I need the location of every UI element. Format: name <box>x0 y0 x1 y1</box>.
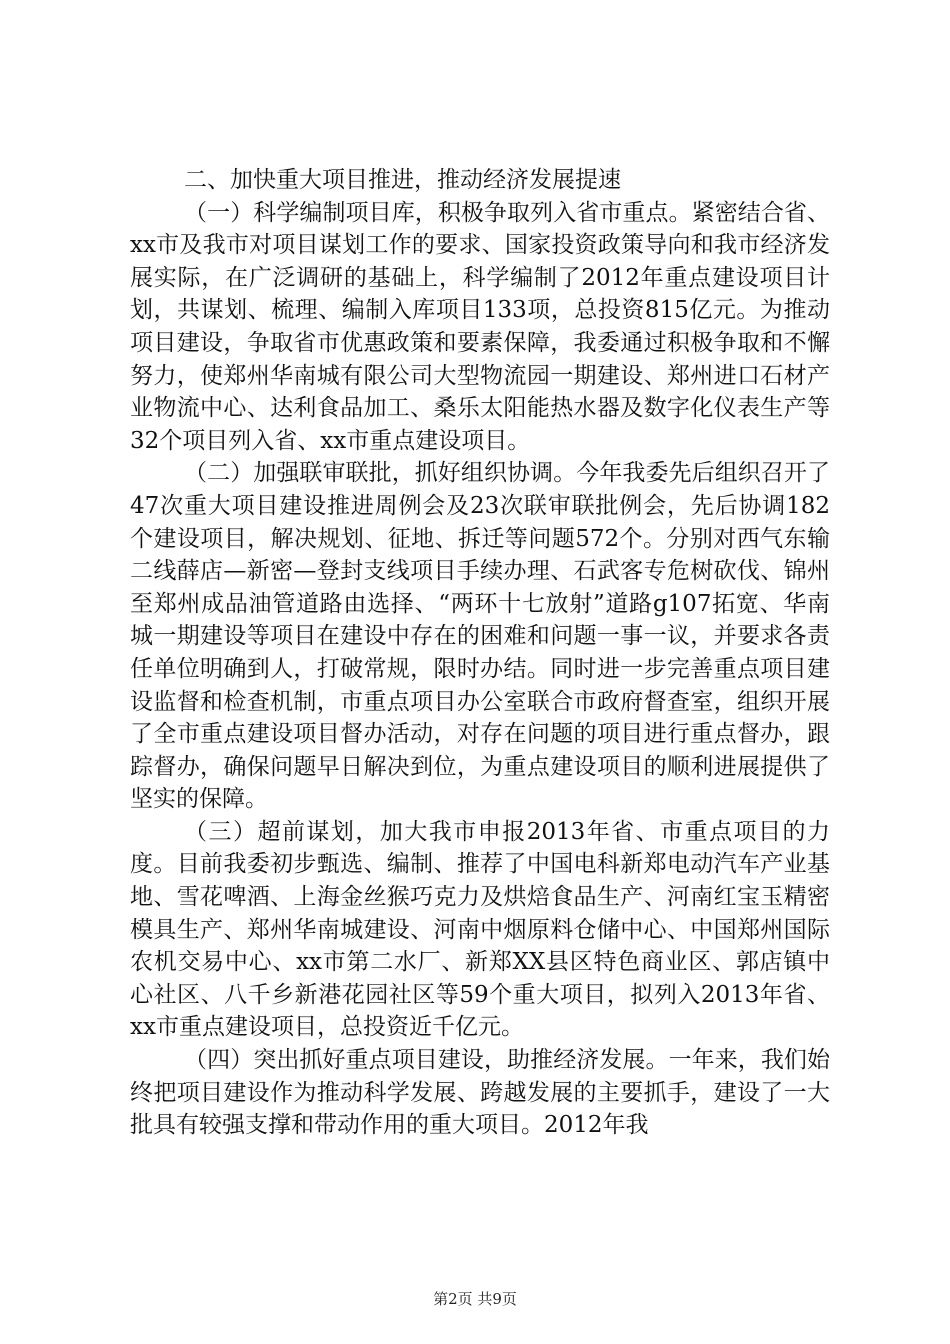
paragraph-4: （四）突出抓好重点项目建设，助推经济发展。一年来，我们始终把项目建设作为推动科学发展、跨越发展的主要抓手，建设了一大批具有较强支撑和带动作用的重大项目。2012年我 <box>130 1047 830 1139</box>
page-footer: 第2页 共9页 <box>433 1290 517 1308</box>
paragraph-1: （一）科学编制项目库，积极争取列入省市重点。紧密结合省、xx市及我市对项目谋划工作的要求、国家投资政策导向和我市经济发展实际，在广泛调研的基础上，科学编制了2012年重点建设项目计划，共谋划、梳理、编制入库项目133项，总投资815亿元。为推动项目建设，争取省市优惠政策和要素保障，我委通过积极争取和不懈努力，使郑州华南城有限公司大型物流园一期建设、郑州进口石材产业物流中心、达利食品加工、桑乐太阳能热水器及数字化仪表生产等32个项目列入省、xx市重点建设项目。 <box>130 199 830 454</box>
document-body <box>130 164 830 1142</box>
section-heading: 二、加快重大项目推进，推动经济发展提速 <box>184 167 622 193</box>
paragraph-2: （二）加强联审联批，抓好组织协调。今年我委先后组织召开了47次重大项目建设推进周例会及23次联审联批例会，先后协调182个建设项目，解决规划、征地、拆迁等问题572个。分别对西气东输二线薛店—新密—登封支线项目手续办理、石武客专危树砍伐、锦州至郑州成品油管道路由选择、“两环十七放射”道路g107拓宽、华南城一期建设等项目在建设中存在的困难和问题一事一议，并要求各责任单位明确到人，打破常规，限时办结。同时进一步完善重点项目建设监督和检查机制，市重点项目办公室联合市政府督查室，组织开展了全市重点建设项目督办活动，对存在问题的项目进行重点督办，跟踪督办，确保问题早日解决到位，为重点建设项目的顺利进展提供了坚实的保障。 <box>130 460 830 813</box>
paragraph-3: （三）超前谋划，加大我市申报2013年省、市重点项目的力度。目前我委初步甄选、编制、推荐了中国电科新郑电动汽车产业基地、雪花啤酒、上海金丝猴巧克力及烘焙食品生产、河南红宝玉精密模具生产、郑州华南城建设、河南中烟原料仓储中心、中国郑州国际农机交易中心、xx市第二水厂、新郑XX县区特色商业区、郭店镇中心社区、八千乡新港花园社区等59个重大项目，拟列入2013年省、xx市重点建设项目，总投资近千亿元。 <box>130 818 830 1041</box>
